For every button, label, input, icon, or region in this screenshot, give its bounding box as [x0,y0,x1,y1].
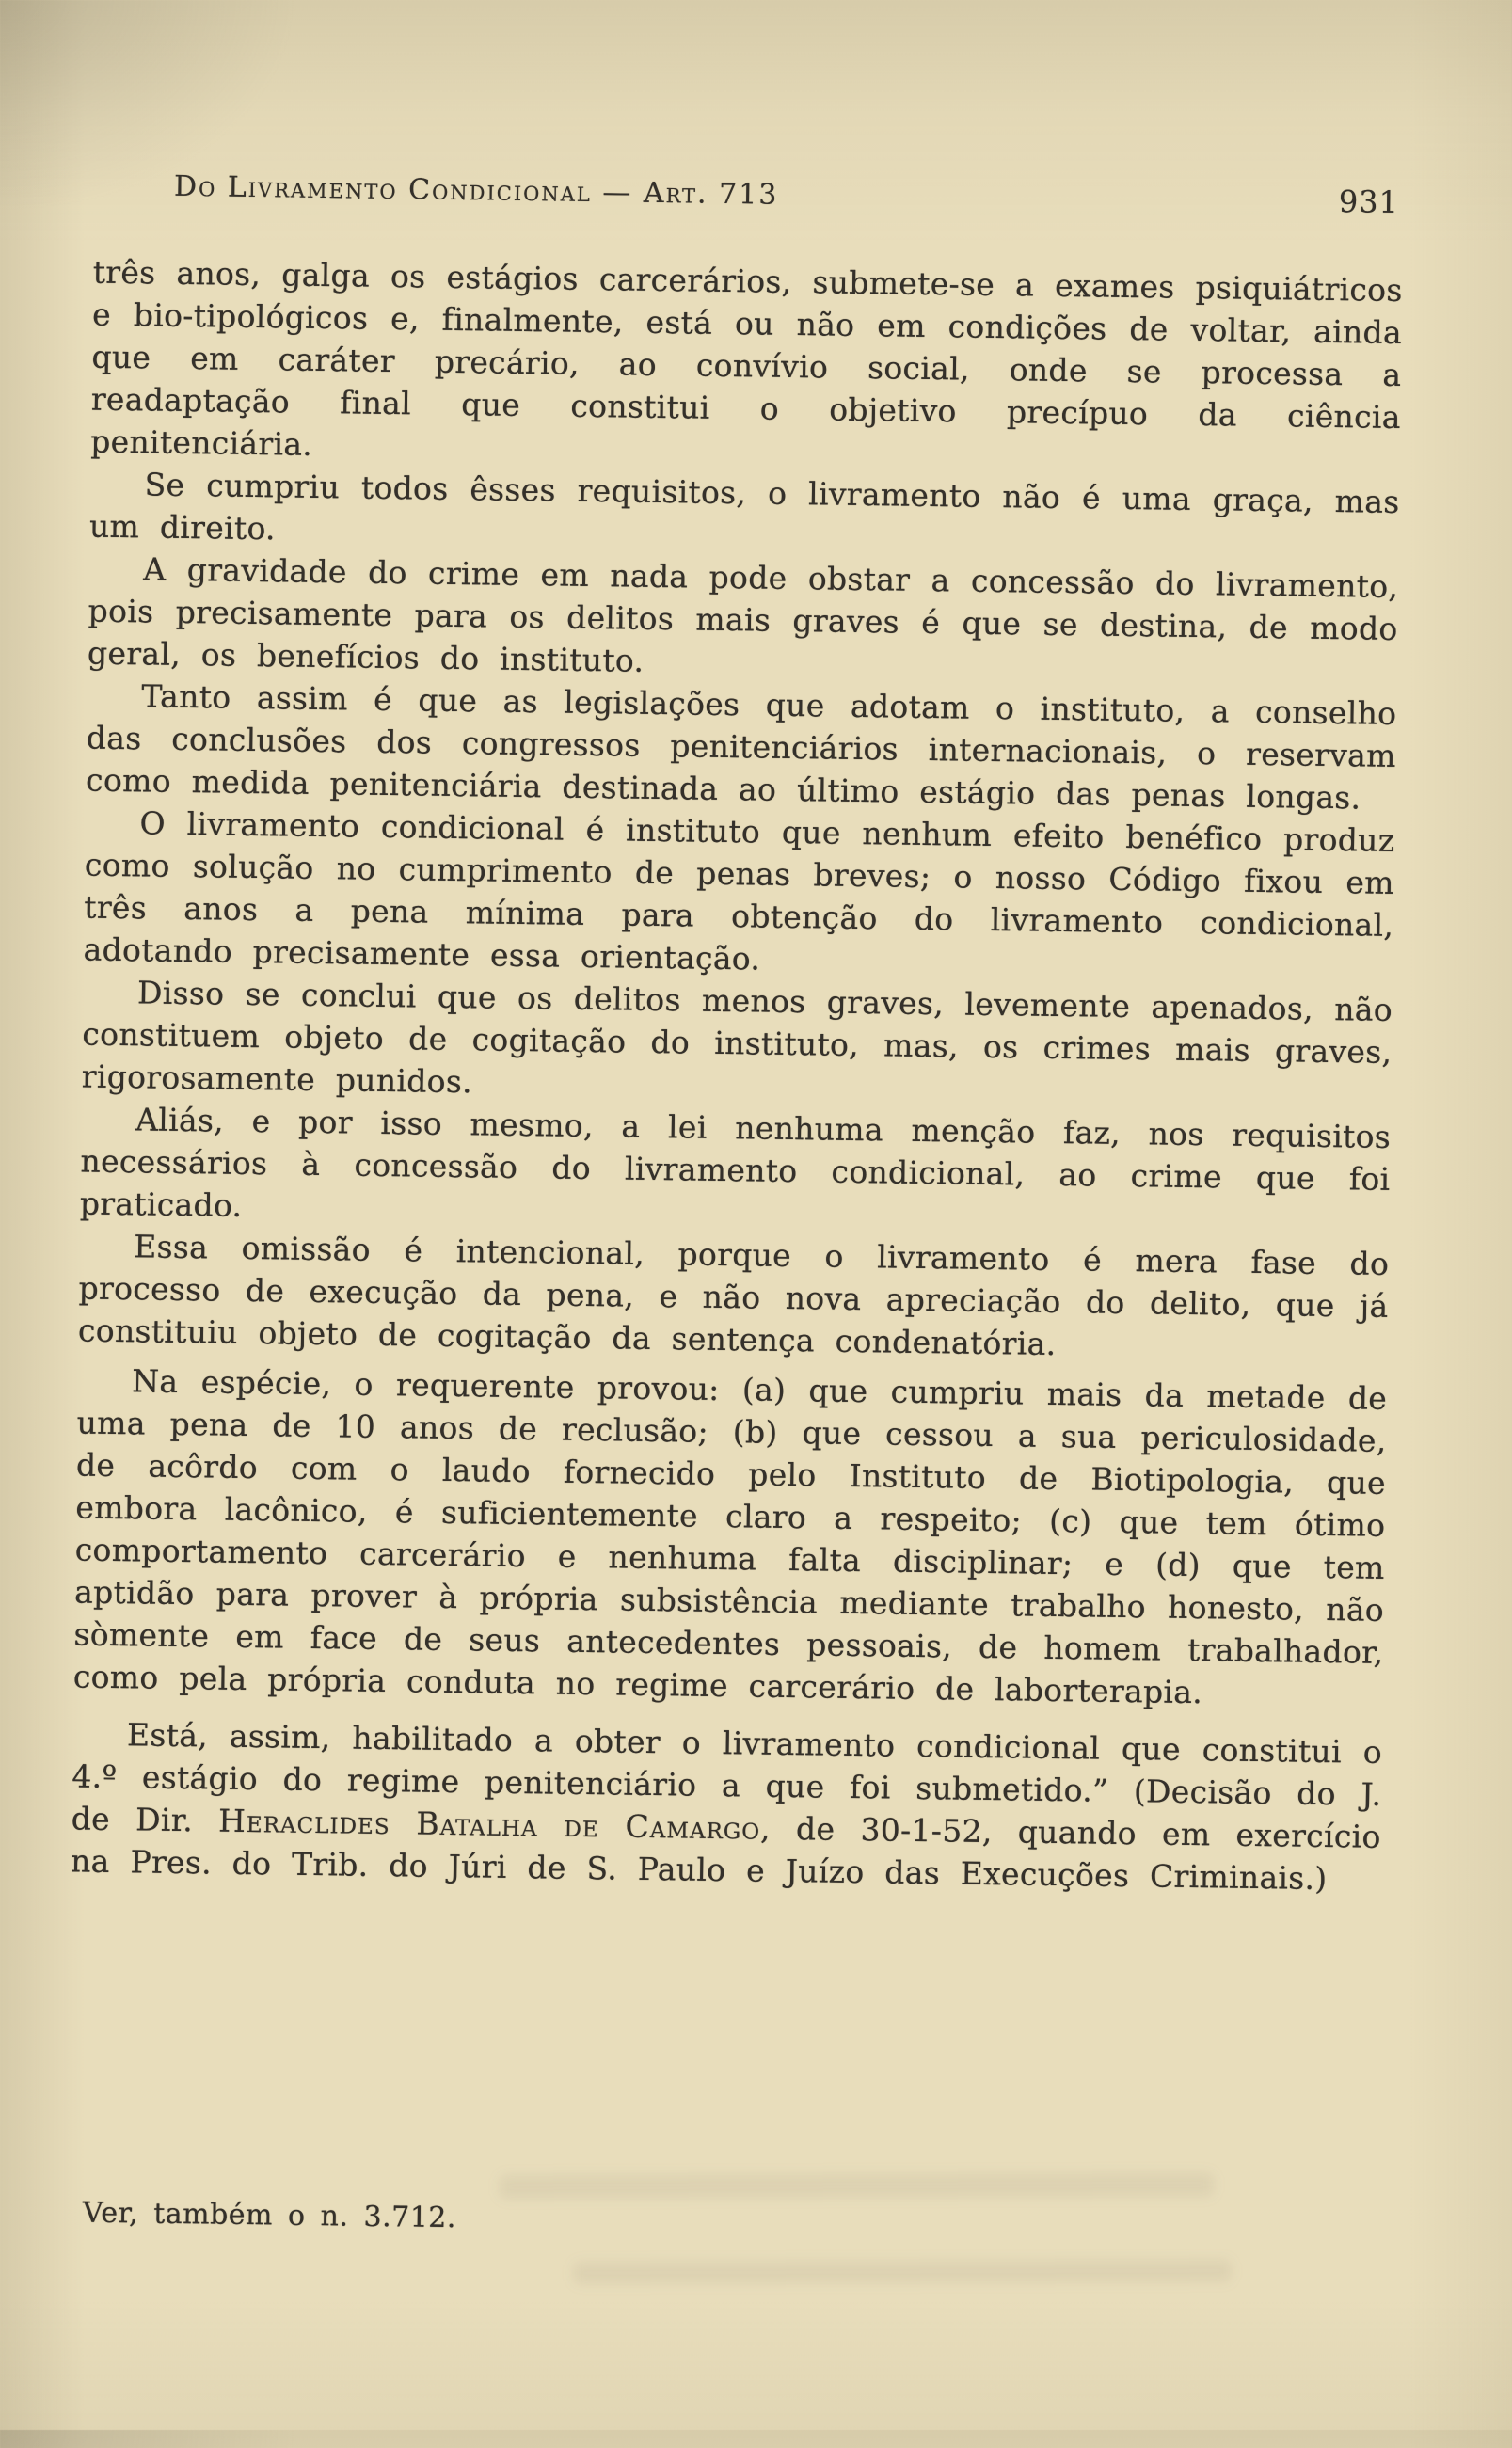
paragraph [83,802,1394,989]
paragraph-text: O livramento condicional é instituto que nenhum efeito benéfico produz como solução no cumprimento de penas breves; o nosso Código fixou em três anos a pena mínima para obtenção do livramento condicional, adotando precisamente essa orientação. [83,804,1395,978]
paragraph-text: três anos, galga os estágios carcerários, submete-se a exames psiquiátricos e bio-tipológicos e, finalmente, está ou não em condições de voltar, ainda que em caráter precário, ao convívio social, onde se processa a readaptação final que constitui o objetivo precípuo da ciência penitenciária. [89,253,1403,463]
paragraph [71,1712,1382,1900]
page-number: 931 [1338,183,1400,220]
paragraph [86,675,1397,819]
paragraph [88,548,1399,692]
ink-bleed-through-smudge [573,2260,1232,2284]
paragraph-text: Essa omissão é intencional, porque o livramento é mera fase do processo de execução da pena, e não nova apreciação do delito, que já constituiu objeto de cogitação da sentença condenatória. [77,1228,1390,1362]
paragraph-text: Disso se conclui que os delitos menos graves, levemente apenados, não constituem objeto de cogitação do instituto, mas, os crimes mais graves, rigorosamente punidos. [81,974,1393,1101]
running-head-title: Do Livramento Condicional — Art. 713 [173,169,779,212]
cross-reference-note: Ver, também o n. 3.712. [82,2196,457,2235]
paragraph-text: Está, assim, habilitado a obter o livramento condicional que constitui o 4.º estágio do regime penitenciário a que foi submetido.” (Decisão do J. de Dir. [71,1716,1383,1839]
paragraph-text: Na espécie, o requerente provou: (a) que cumpriu mais da metade de uma pena de 10 anos de reclusão; (b) que cessou a sua periculosidade, de acôrdo com o laudo fornecido pelo Instituto de Biotipologia, que embora lacônico, é suficientemente claro a respeito; (c) que tem ótimo comportamento carcerário e nenhuma falta disciplinar; e (d) que tem aptidão para prover à própria subsistência mediante trabalho honesto, não sòmente em face de seus antecedentes pessoais, de homem trabalhador, como pela própria conduta no regime carcerário de laborterapia. [72,1362,1388,1711]
paragraph [81,971,1393,1116]
judge-name: Heraclides Batalha de Camargo [217,1802,761,1847]
paragraph-text: Aliás, e por isso mesmo, a lei nenhuma menção faz, nos requisitos necessários à concessão do livramento condicional, ao crime que foi praticado. [79,1101,1392,1224]
paragraph [90,251,1403,481]
paragraph-text: Se cumpriu todos êsses requisitos, o livramento não é uma graça, mas um direito. [88,466,1400,548]
paragraph [78,1224,1390,1369]
paragraph-text: A gravidade do crime em nada pode obstar a concessão do livramento, pois precisamente para os delitos mais graves é que se destina, de modo geral, os benefícios do instituto. [87,550,1399,679]
paragraph-text: , de 30-1-52, quando em exercício na Pres. do Trib. do Júri de S. Paulo e Juízo das Execuções Criminais.) [70,1809,1381,1898]
ink-bleed-through-smudge [499,2172,1214,2200]
paragraph-text: Tanto assim é que as legislações que adotam o instituto, a conselho das conclusões dos congressos penitenciários internacionais, o reservam como medida penitenciária destinada ao último estágio das penas longas. [85,677,1397,817]
paragraph [80,1098,1392,1243]
body-text [71,251,1403,1900]
page-header [94,167,1399,220]
paragraph [73,1359,1388,1715]
